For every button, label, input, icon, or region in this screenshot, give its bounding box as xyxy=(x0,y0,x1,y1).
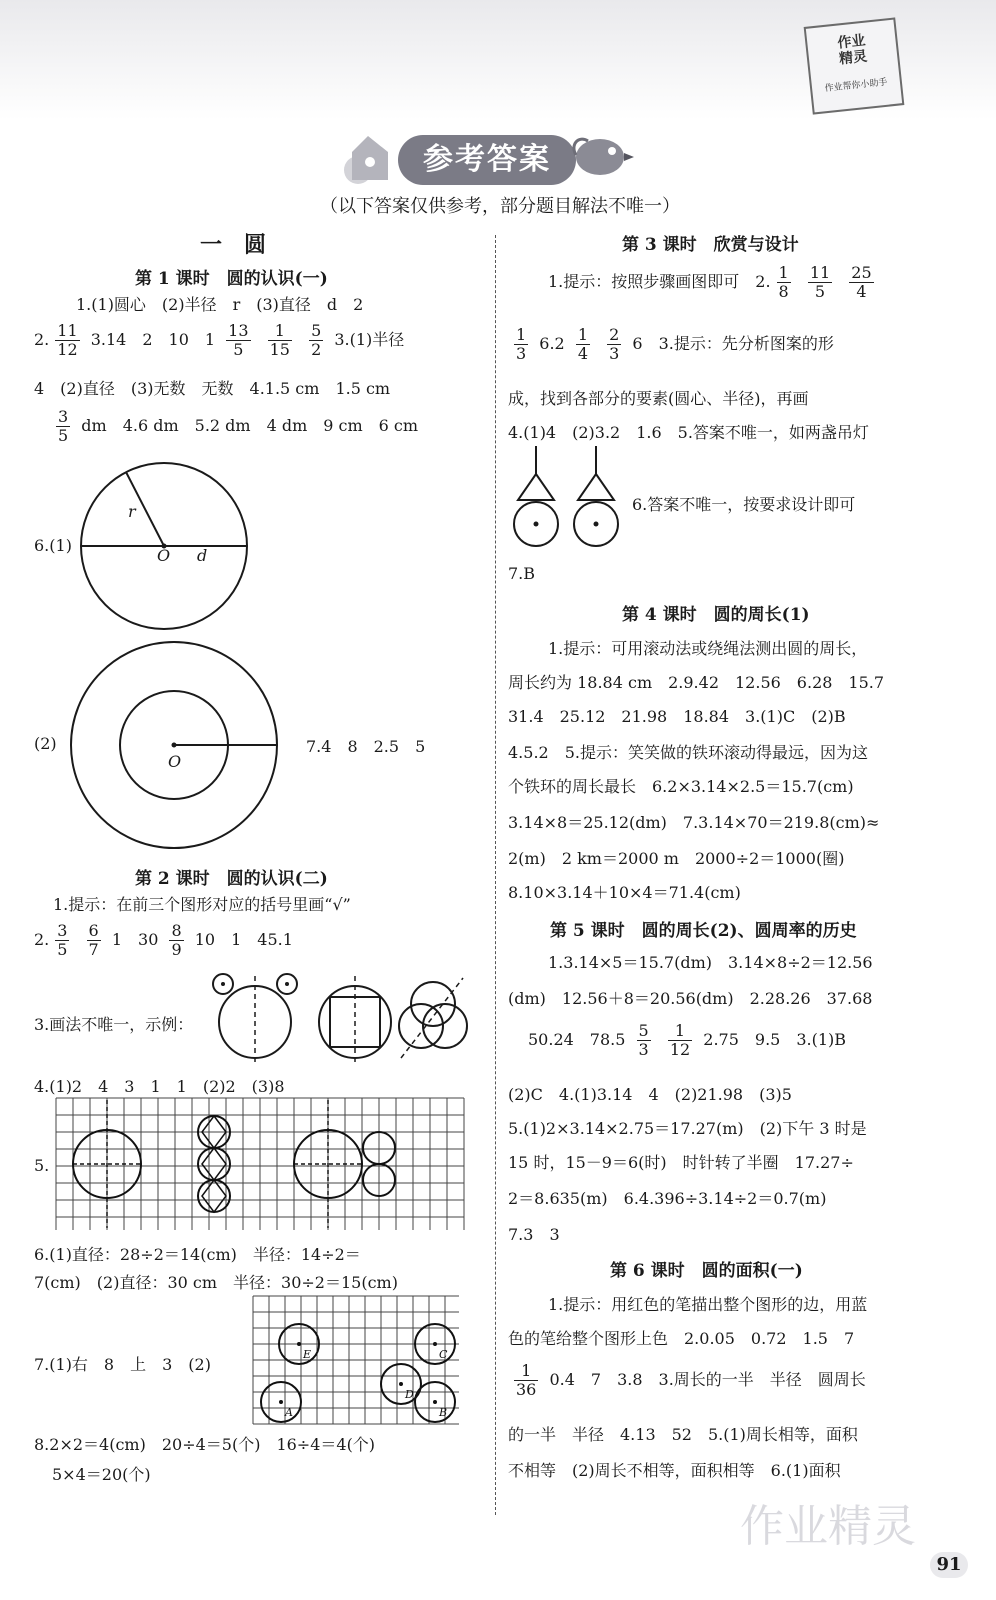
numerator: 1 xyxy=(514,1362,538,1381)
numerator: 11 xyxy=(57,321,78,340)
answer-text: 0.4 7 3.8 3.周长的一半 半径 圆周长 xyxy=(549,1370,866,1389)
question-label: 5. xyxy=(34,1156,50,1175)
numerator: 2 xyxy=(609,325,620,344)
center-dot xyxy=(399,1382,403,1386)
denominator: 3 xyxy=(609,344,620,363)
denominator: 8 xyxy=(778,282,789,301)
numerator: 3 xyxy=(57,921,68,940)
fraction xyxy=(777,264,791,301)
watermark-text: 作业精灵 xyxy=(740,1501,916,1552)
fraction xyxy=(849,264,873,301)
denominator: 3 xyxy=(638,1040,649,1059)
answer-text: 2. xyxy=(34,930,50,949)
house-icon xyxy=(340,128,400,188)
answer-line: 8.2×2＝4(cm) 20÷4＝5(个) 16÷4＝4(个) xyxy=(34,1435,376,1454)
denominator: 15 xyxy=(269,340,290,359)
denominator: 5 xyxy=(233,340,244,359)
banner-title: 参考答案 xyxy=(398,135,576,185)
answer-line: 4.(1)4 (2)3.2 1.6 5.答案不唯一，如两盏吊灯 xyxy=(508,423,869,442)
numerator: 6 xyxy=(88,921,99,940)
denominator: 12 xyxy=(669,1040,691,1059)
lesson-5-title: 第 5 课时 圆的周长(2)、圆周率的历史 xyxy=(550,921,857,941)
answer-text: 3.(1)半径 xyxy=(334,330,405,349)
fraction xyxy=(309,322,323,359)
point-label: A xyxy=(285,1406,293,1419)
numerator: 1 xyxy=(577,325,589,344)
center-label: O xyxy=(168,752,182,771)
answer-note: （以下答案仅供参考，部分题目解法不唯一） xyxy=(320,196,680,217)
answer-text: 1.提示：按照步骤画图即可 2. xyxy=(548,272,771,291)
center-dot xyxy=(433,1400,437,1404)
fraction xyxy=(56,408,70,445)
fraction xyxy=(169,922,183,959)
lesson-4-title: 第 4 课时 圆的周长(1) xyxy=(622,605,810,625)
denominator: 9 xyxy=(171,940,182,959)
answer-line: 1.(1)圆心 (2)半径 r (3)直径 d 2 xyxy=(76,295,364,314)
denominator: 36 xyxy=(516,1380,537,1399)
answer-text: dm 4.6 dm 5.2 dm 4 dm 9 cm 6 cm xyxy=(81,416,419,435)
denominator: 4 xyxy=(577,344,589,363)
answer-line xyxy=(34,322,404,359)
answer-line: 15 时，15－9＝6(时) 时针转了半圈 17.27÷ xyxy=(508,1153,854,1172)
answer-line: 7.B xyxy=(508,564,536,583)
fraction xyxy=(668,1022,692,1059)
numerator: 5 xyxy=(638,1021,649,1040)
fraction xyxy=(55,922,69,959)
page-number: 91 xyxy=(930,1552,968,1578)
fraction xyxy=(268,322,292,359)
answer-line: 色的笔给整个图形上色 2.0.05 0.72 1.5 7 xyxy=(508,1329,855,1348)
fraction xyxy=(576,326,590,363)
answer-text: 6 3.提示：先分析图案的形 xyxy=(632,334,834,353)
answer-line xyxy=(50,408,418,445)
lesson-6-title: 第 6 课时 圆的面积(一) xyxy=(610,1261,803,1281)
answer-line xyxy=(34,922,293,959)
answer-line: 个铁环的周长最长 6.2×3.14×2.5＝15.7(cm) xyxy=(508,777,854,796)
answer-line xyxy=(508,326,834,363)
answer-line: 的一半 半径 4.13 52 5.(1)周长相等，面积 xyxy=(508,1425,858,1444)
question-label: 6.(1) xyxy=(34,536,72,555)
denominator: 5 xyxy=(57,940,68,959)
answer-line: 3.14×8＝25.12(dm) 7.3.14×70＝219.8(cm)≈ xyxy=(508,813,880,832)
diamond-shape xyxy=(202,1148,226,1180)
answer-line: 2＝8.635(m) 6.4.396÷3.14÷2＝0.7(m) xyxy=(508,1189,827,1208)
numerator: 25 xyxy=(851,263,872,282)
answer-text: 2. xyxy=(34,330,50,349)
unit-title: 一 圆 xyxy=(200,232,267,258)
answer-line xyxy=(528,1022,846,1059)
answer-line: 1.提示：用红色的笔描出整个图形的边，用蓝 xyxy=(548,1295,868,1314)
answer-text: 2.75 9.5 3.(1)B xyxy=(703,1030,847,1049)
answer-line: 8.10×3.14＋10×4＝71.4(cm) xyxy=(508,883,741,902)
denominator: 12 xyxy=(57,340,78,359)
drawing-examples xyxy=(205,972,470,1068)
numerator: 13 xyxy=(228,321,249,340)
answer-line: 不相等 (2)周长不相等，面积相等 6.(1)面积 xyxy=(508,1461,841,1480)
stamp-text: 精灵 xyxy=(838,48,868,68)
denominator: 5 xyxy=(814,282,826,301)
answer-line: 2(m) 2 km＝2000 m 2000÷2＝1000(圈) xyxy=(508,849,845,868)
answer-line: 7.3 3 xyxy=(508,1225,560,1244)
answer-line: 1.3.14×5＝15.7(dm) 3.14×8÷2＝12.56 xyxy=(548,953,873,972)
answer-line: 5.(1)2×3.14×2.75＝17.27(m) (2)下午 3 时是 xyxy=(508,1119,867,1138)
point-label: C xyxy=(439,1348,448,1361)
bird-icon xyxy=(570,125,636,185)
question-label: (2) xyxy=(34,734,57,753)
lesson-2-title: 第 2 课时 圆的认识(二) xyxy=(135,869,328,889)
numerator: 1 xyxy=(778,263,789,282)
fraction xyxy=(226,322,250,359)
answer-line: 1.提示：可用滚动法或绕绳法测出圆的周长， xyxy=(548,639,868,658)
answer-line: 周长约为 18.84 cm 2.9.42 12.56 6.28 15.7 xyxy=(508,673,885,692)
fraction xyxy=(607,326,621,363)
answer-line: (2)C 4.(1)3.14 4 (2)21.98 (3)5 xyxy=(508,1085,792,1104)
point-label: B xyxy=(439,1406,448,1419)
answer-line: 7.4 8 2.5 5 xyxy=(306,737,426,756)
answer-line: 4.(1)2 4 3 1 1 (2)2 (3)8 xyxy=(34,1077,285,1096)
grid-figure-5 xyxy=(56,1098,466,1232)
numerator: 1 xyxy=(668,1022,692,1041)
point-label: E xyxy=(303,1348,312,1361)
center-dot xyxy=(279,1400,283,1404)
fraction xyxy=(55,322,79,359)
denominator: 2 xyxy=(311,340,322,359)
answer-line: 4 (2)直径 (3)无数 无数 4.1.5 cm 1.5 cm xyxy=(34,379,391,398)
answer-line: 成，找到各部分的要素(圆心、半径)，再画 xyxy=(508,389,809,408)
numerator: 8 xyxy=(171,921,182,940)
numerator: 1 xyxy=(516,325,527,344)
denominator: 5 xyxy=(58,426,69,445)
answer-line: 6.(1)直径：28÷2＝14(cm) 半径：14÷2＝ xyxy=(34,1245,361,1264)
answer-line: 31.4 25.12 21.98 18.84 3.(1)C (2)B xyxy=(508,707,846,726)
center-dot xyxy=(297,1342,301,1346)
answer-text: 3.14 2 10 1 xyxy=(90,330,216,349)
answer-text: 10 1 45.1 xyxy=(194,930,293,949)
column-divider xyxy=(495,235,496,1515)
answer-text: 6.2 xyxy=(539,334,565,353)
stamp-text: 作业帮你小助手 xyxy=(824,77,888,95)
answer-line: 4.5.2 5.提示：笑笑做的铁环滚动得最远，因为这 xyxy=(508,743,868,762)
fraction xyxy=(514,1362,538,1399)
numerator: 3 xyxy=(58,407,69,426)
answer-line: 6.答案不唯一，按要求设计即可 xyxy=(632,495,856,514)
point-label: D xyxy=(405,1388,414,1401)
numerator: 11 xyxy=(809,263,831,282)
answer-line: 5×4＝20(个) xyxy=(52,1465,151,1484)
denominator: 4 xyxy=(856,282,867,301)
answer-line: 3.画法不唯一，示例： xyxy=(34,1015,194,1034)
diamond-shape xyxy=(202,1180,226,1212)
diameter-label: d xyxy=(197,546,208,565)
numerator: 5 xyxy=(311,321,322,340)
fraction xyxy=(87,922,101,959)
center-dot xyxy=(433,1342,437,1346)
answer-text: 50.24 78.5 xyxy=(528,1030,626,1049)
fraction xyxy=(808,264,832,301)
fraction xyxy=(637,1022,651,1059)
lesson-3-title: 第 3 课时 欣赏与设计 xyxy=(622,235,799,255)
answer-line: 1.提示：在前三个图形对应的括号里画“√” xyxy=(53,895,351,914)
lesson-1-title: 第 1 课时 圆的认识(一) xyxy=(135,269,328,289)
denominator: 7 xyxy=(88,940,99,959)
answer-line: 7.(1)右 8 上 3 (2) xyxy=(34,1355,211,1374)
lamp-icon xyxy=(506,446,628,552)
answer-line xyxy=(508,1362,866,1399)
radius-label: r xyxy=(128,502,136,521)
answer-line: (dm) 12.56＋8＝20.56(dm) 2.28.26 37.68 xyxy=(508,989,873,1008)
denominator: 3 xyxy=(516,344,527,363)
fraction xyxy=(514,326,528,363)
watermark xyxy=(740,1490,916,1554)
answer-text: 1 30 xyxy=(111,930,159,949)
answer-line: 7(cm) (2)直径：30 cm 半径：30÷2＝15(cm) xyxy=(34,1273,398,1292)
numerator: 1 xyxy=(268,322,292,341)
grid-figure-7 xyxy=(253,1296,461,1426)
logo-stamp xyxy=(804,17,905,114)
answer-line xyxy=(548,264,880,301)
center-label: O xyxy=(157,546,171,565)
stamp-text: 作业 xyxy=(836,32,867,52)
